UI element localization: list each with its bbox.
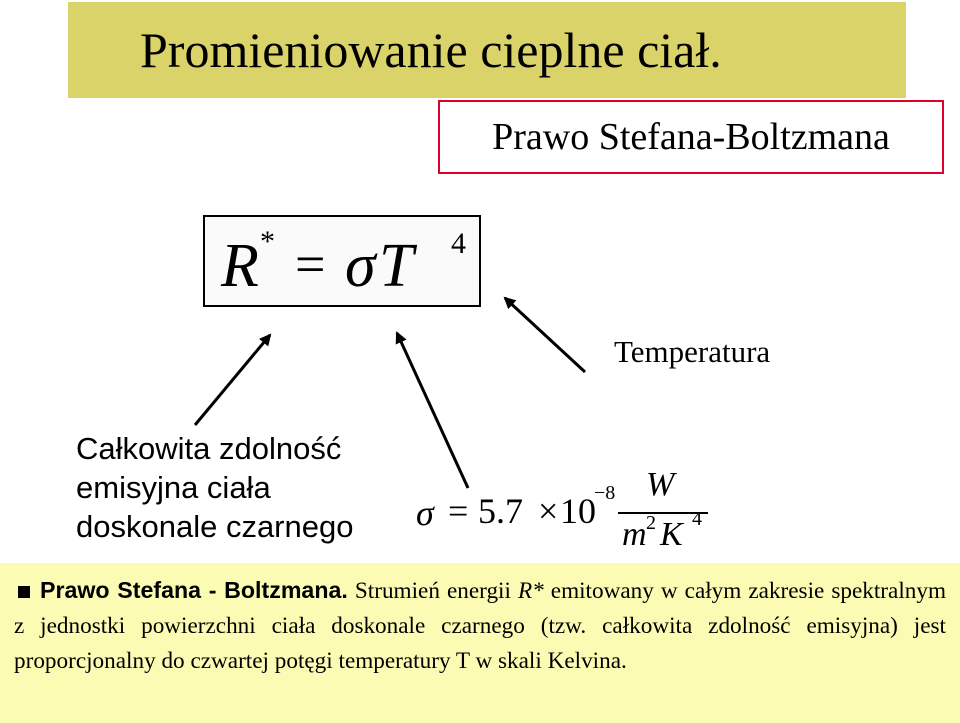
equation-t: T — [379, 232, 414, 300]
sigma-exponent: −8 — [594, 482, 616, 504]
sigma-times: × — [538, 491, 559, 531]
law-name-label: Prawo Stefana-Boltzmana — [492, 116, 890, 158]
emissive-power-description — [76, 429, 353, 546]
unit-m: m — [622, 516, 647, 553]
sigma-mantissa: 5.7 — [478, 491, 523, 531]
equation-star: * — [260, 225, 275, 258]
explanation-text-1: Strumień energii — [347, 578, 518, 604]
temperature-label: Temperatura — [614, 334, 771, 369]
law-name-bold: Prawo Stefana - Boltzmana. — [40, 577, 348, 603]
arrow-sigma — [397, 333, 468, 488]
sigma-ten: 10 — [560, 491, 596, 531]
page-title: Promieniowanie cieplne ciał. — [140, 22, 722, 78]
unit-k-exponent: 4 — [692, 508, 702, 530]
description-line: doskonale czarnego — [76, 509, 354, 544]
sigma-symbol: σ — [416, 493, 434, 533]
unit-m-exponent: 2 — [646, 512, 656, 534]
law-explanation-box — [0, 563, 960, 723]
square-bullet-icon — [18, 586, 30, 598]
description-line: emisyjna ciała — [76, 470, 271, 505]
sigma-equals: = — [448, 491, 469, 531]
equation-exponent: 4 — [451, 227, 466, 260]
unit-numerator: W — [646, 466, 675, 503]
equation-equals: = — [295, 234, 326, 294]
description-line: Całkowita zdolność — [76, 431, 342, 466]
equation-sigma: σ — [345, 232, 376, 300]
explanation-text-2: emitowany w całym zakresie spektralnym z jednostki powierzchni ciała doskonale czarnego (tzw. całkowita zdolność emisyjna) jest proporcjonalny do czwartej potęgi temperatury T w skali Kelvina. — [14, 578, 946, 674]
arrow-temperature — [505, 298, 585, 372]
equation-r: R — [221, 232, 259, 300]
unit-k: K — [660, 516, 683, 553]
sigma-value-equation — [410, 466, 710, 560]
arrow-emissive-power — [195, 335, 270, 425]
explanation-rstar: R* — [517, 578, 544, 604]
